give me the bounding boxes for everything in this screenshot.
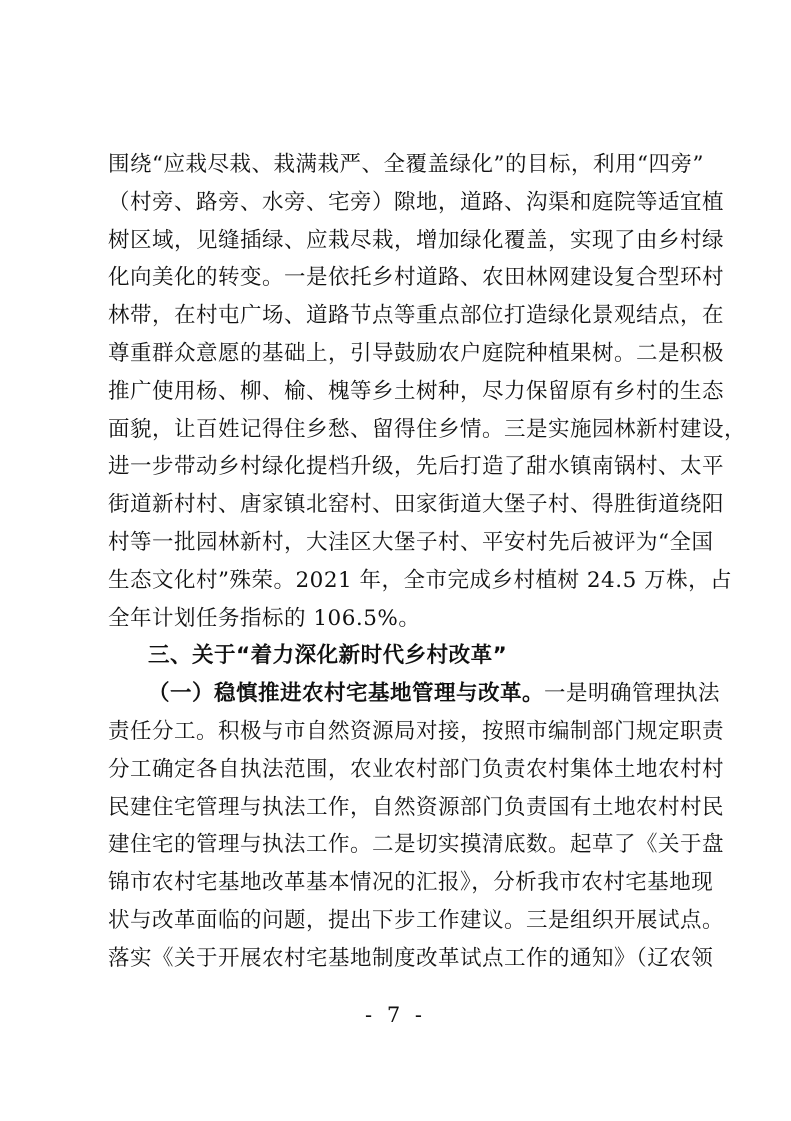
text-line: 树区域，见缝插绿、应栽尽栽，增加绿化覆盖，实现了由乡村绿 bbox=[108, 227, 725, 253]
text-line: （村旁、路旁、水旁、宅旁）隙地，道路、沟渠和庭院等适宜植 bbox=[108, 189, 725, 215]
page-number: - 7 - bbox=[365, 1003, 426, 1027]
text-line: 化向美化的转变。一是依托乡村道路、农田林网建设复合型环村 bbox=[108, 265, 725, 291]
text-line: 街道新村村、唐家镇北窑村、田家街道大堡子村、得胜街道绕阳 bbox=[108, 492, 725, 518]
section-heading: 三、关于“着力深化新时代乡村改革” bbox=[148, 643, 508, 669]
text-line: 落实《关于开展农村宅基地制度改革试点工作的通知》（辽农领 bbox=[108, 945, 714, 971]
text-line: 围绕“应栽尽栽、栽满栽严、全覆盖绿化”的目标，利用“四旁” bbox=[108, 152, 704, 177]
text-line: 面貌，让百姓记得住乡愁、留得住乡情。三是实施园林新村建设， bbox=[108, 416, 747, 442]
text-segment: 一是明确管理执法 bbox=[544, 681, 721, 707]
text-line: 林带，在村屯广场、道路节点等重点部位打造绿化景观结点，在 bbox=[108, 303, 725, 329]
text-line: 建住宅的管理与执法工作。二是切实摸清底数。起草了《关于盘 bbox=[108, 832, 725, 858]
text-line: 锦市农村宅基地改革基本情况的汇报》，分析我市农村宅基地现 bbox=[108, 870, 714, 896]
text-line: 尊重群众意愿的基础上，引导鼓励农户庭院种植果树。二是积极 bbox=[108, 340, 725, 366]
text-line: 全年计划任务指标的 106.5%。 bbox=[108, 605, 421, 631]
text-line: 生态文化村”殊荣。2021 年，全市完成乡村植树 24.5 万株，占 bbox=[108, 567, 733, 593]
text-line: 民建住宅管理与执法工作，自然资源部门负责国有土地农村村民 bbox=[108, 794, 725, 820]
subsection-line bbox=[108, 675, 721, 713]
text-line: 分工确定各自执法范围，农业农村部门负责农村集体土地农村村 bbox=[108, 756, 725, 782]
subsection-title: （一）稳慎推进农村宅基地管理与改革。 bbox=[148, 681, 545, 707]
text-line: 进一步带动乡村绿化提档升级，先后打造了甜水镇南锅村、太平 bbox=[108, 454, 725, 480]
text-line: 推广使用杨、柳、榆、槐等乡土树种，尽力保留原有乡村的生态 bbox=[108, 378, 725, 404]
body-text bbox=[108, 146, 747, 978]
text-line: 村等一批园林新村，大洼区大堡子村、平安村先后被评为“全国 bbox=[108, 529, 714, 555]
text-line: 责任分工。积极与市自然资源局对接，按照市编制部门规定职责 bbox=[108, 718, 725, 744]
text-line: 状与改革面临的问题，提出下步工作建议。三是组织开展试点。 bbox=[108, 907, 725, 933]
